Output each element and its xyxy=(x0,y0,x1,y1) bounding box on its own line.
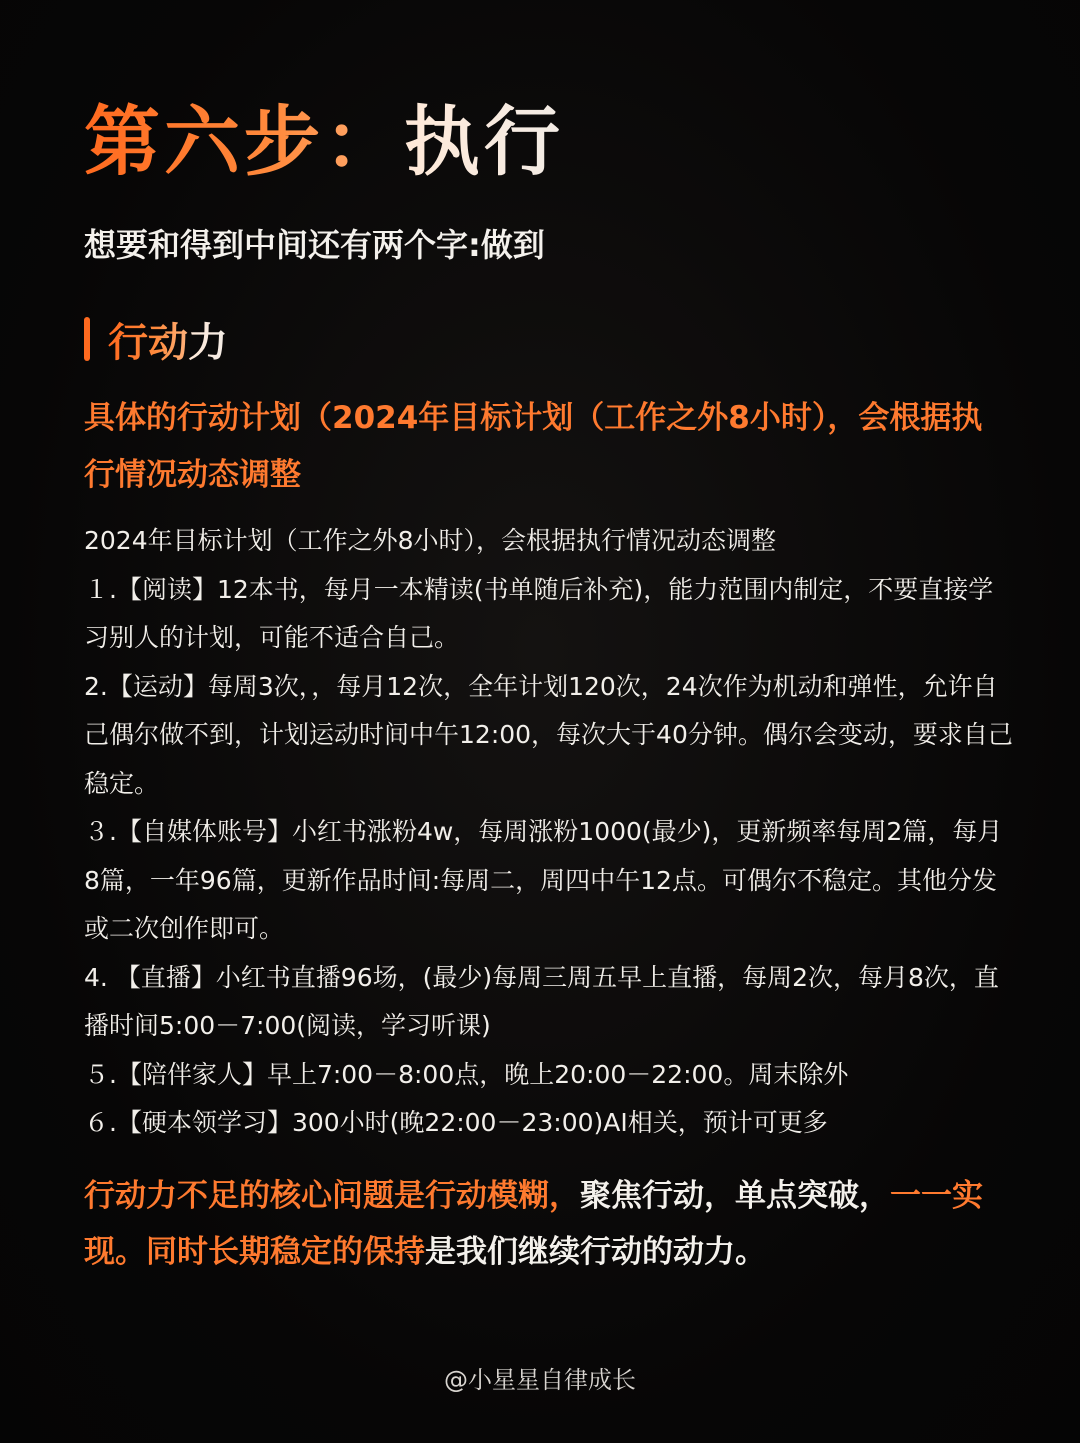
plan-item-family: ５.【陪伴家人】早上7:00－8:00点，晚上20:00－22:00。周末除外 xyxy=(84,1059,849,1089)
plan-item-exercise: 2.【运动】每周3次，，每月12次，全年计划120次，24次作为机动和弹性，允许自己偶尔做不到，计划运动时间中午12:00，每次大于40分钟。偶尔会变动，要求自己稳定。 xyxy=(84,671,1013,798)
title-step: 第六步： xyxy=(84,97,404,186)
page-title xyxy=(84,97,564,186)
plan-intro: 2024年目标计划（工作之外8小时），会根据执行情况动态调整 xyxy=(84,526,777,555)
title-action: 执行 xyxy=(404,97,564,186)
plan-heading: 具体的行动计划（2024年目标计划（工作之外8小时），会根据执行情况动态调整 xyxy=(84,400,983,493)
plan-item-study: ６.【硬本领学习】300小时(晚22:00－23:00)AI相关，预计可更多 xyxy=(84,1108,828,1137)
plan-body xyxy=(84,517,1014,1148)
closing-part1: 行动力不足的核心问题是行动模糊， xyxy=(84,1178,580,1214)
section-title xyxy=(108,311,228,368)
section-title-part1: 行动 xyxy=(108,319,188,366)
subtitle: 想要和得到中间还有两个字:做到 xyxy=(84,226,545,264)
section-accent-bar xyxy=(84,317,90,361)
closing-part2: 聚焦行动，单点突破， xyxy=(580,1178,890,1214)
closing-statement xyxy=(84,1168,1014,1280)
section-title-part2: 力 xyxy=(188,319,228,366)
section-header xyxy=(84,314,228,364)
author-handle: @小星星自律成长 xyxy=(444,1366,636,1394)
closing-part4: 是我们继续行动的动力。 xyxy=(425,1234,766,1270)
plan-item-reading: １.【阅读】12本书，每月一本精读(书单随后补充)，能力范围内制定，不要直接学习别人的计划，可能不适合自己。 xyxy=(84,574,994,652)
plan-item-livestream: 4. 【直播】小红书直播96场，(最少)每周三周五早上直播，每周2次，每月8次，直播时间5:00－7:00(阅读，学习听课) xyxy=(84,962,999,1040)
closing-part3: 一一实现。同时长期稳定的保持 xyxy=(84,1178,983,1270)
plan-item-media: ３.【自媒体账号】小红书涨粉4w，每周涨粉1000(最少)，更新频率每周2篇，每月8篇，一年96篇，更新作品时间:每周二，周四中午12点。可偶尔不稳定。其他分发或二次创作即可。 xyxy=(84,817,1003,943)
